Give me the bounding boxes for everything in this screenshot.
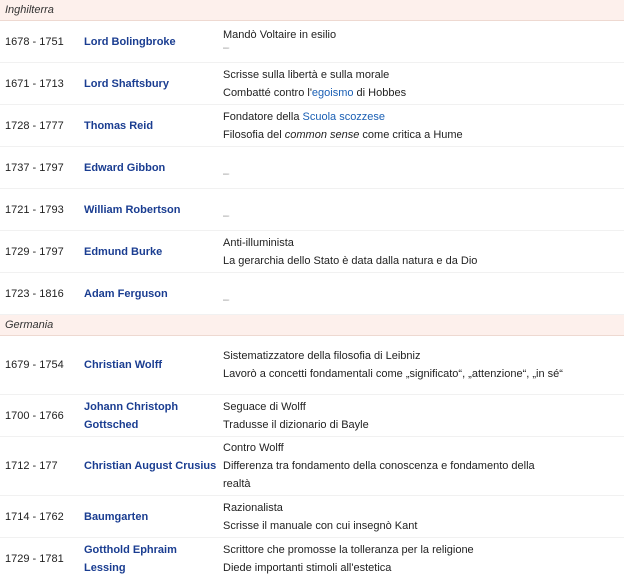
section-header-germania: Germania (0, 315, 624, 336)
description-cell (223, 398, 624, 434)
table-row (0, 147, 624, 189)
description-cell (223, 347, 624, 383)
text-fragment: come critica a Hume (359, 128, 463, 141)
philosopher-link[interactable]: Thomas Reid (84, 119, 154, 132)
dates-cell: 1700 - 1766 (5, 409, 64, 422)
description-line: Scrisse il manuale con cui insegnò Kant (223, 519, 418, 532)
description-line: Tradusse il dizionario di Bayle (223, 418, 369, 431)
description-cell (223, 499, 624, 535)
description-line: Scrisse sulla libertà e sulla morale (223, 68, 390, 81)
empty-line (223, 152, 564, 170)
dates-cell: 1729 - 1781 (5, 552, 64, 565)
philosopher-link[interactable]: Adam Ferguson (84, 287, 168, 300)
description-line: Scrittore che promosse la tolleranza per la religione (223, 543, 474, 556)
text-fragment: di Hobbes (353, 86, 407, 99)
text-fragment: Filosofia del (223, 128, 285, 141)
philosopher-link[interactable]: Christian Wolff (84, 359, 163, 371)
table-row (0, 395, 624, 437)
table-row (0, 189, 624, 231)
text-fragment: Combatté contro l' (223, 86, 312, 99)
description-cell (223, 234, 624, 270)
table-row (0, 63, 624, 105)
dates-cell: 1714 - 1762 (5, 510, 64, 523)
philosopher-link[interactable]: Lord Shaftsbury (84, 77, 169, 90)
description-cell (223, 439, 624, 493)
philosopher-link[interactable]: Johann Christoph Gottsched (84, 400, 179, 431)
table-row (0, 496, 624, 538)
table-row (0, 273, 624, 315)
description-cell (223, 278, 624, 310)
philosopher-link[interactable]: Gotthold Ephraim Lessing (84, 543, 177, 574)
dates-cell: 1737 - 1797 (5, 161, 64, 174)
text-fragment: Fondatore della (223, 110, 303, 123)
description-line: Mandò Voltaire in esilio (223, 28, 337, 41)
description-line: Contro Wolff (223, 442, 284, 454)
description-line: Seguace di Wolff (223, 400, 306, 413)
dates-cell: 1729 - 1797 (5, 245, 64, 258)
description-line (223, 108, 564, 126)
description-line (223, 126, 564, 144)
emphasis-text: common sense (284, 128, 360, 141)
dates-cell: 1721 - 1793 (5, 203, 64, 216)
empty-line (223, 278, 564, 296)
dates-cell: 1671 - 1713 (5, 77, 64, 90)
dates-cell: 1712 - 177 (5, 460, 58, 472)
description-cell (223, 541, 624, 577)
table-row (0, 105, 624, 147)
description-line: """ (223, 215, 230, 222)
empty-line (223, 194, 564, 212)
description-cell (223, 26, 624, 58)
description-line: Anti-illuminista (223, 236, 294, 249)
egoismo-link[interactable]: egoismo (311, 86, 354, 99)
philosopher-link[interactable]: Edward Gibbon (84, 161, 166, 174)
description-line: Sistematizzatore della filosofia di Leibniz (223, 350, 421, 362)
table-row (0, 336, 624, 395)
description-line: Lavorò a concetti fondamentali come „significato“, „attenzione“, „in sé“ (223, 368, 563, 380)
table-row (0, 231, 624, 273)
dates-cell: 1679 - 1754 (5, 359, 64, 371)
table-row (0, 437, 624, 496)
philosopher-link[interactable]: Edmund Burke (84, 245, 163, 258)
description-cell (223, 108, 624, 144)
description-line: """ (223, 173, 230, 180)
scuola-scozzese-link[interactable]: Scuola scozzese (302, 110, 386, 123)
table-row (0, 538, 624, 579)
dates-cell: 1678 - 1751 (5, 35, 64, 48)
description-cell (223, 194, 624, 226)
description-cell (223, 66, 624, 102)
section-header-inghilterra: Inghilterra (0, 0, 624, 21)
philosopher-link[interactable]: Baumgarten (84, 510, 149, 523)
description-line: Diede importanti stimoli all'estetica (223, 561, 392, 574)
dates-cell: 1723 - 1816 (5, 287, 64, 300)
description-line: La gerarchia dello Stato è data dalla natura e da Dio (223, 254, 478, 267)
description-line: """ (223, 47, 230, 54)
table-row (0, 21, 624, 63)
description-line: Differenza tra fondamento della conoscenza e fondamento della realtà (223, 460, 535, 490)
philosopher-link[interactable]: Christian August Crusius (84, 460, 217, 472)
description-line (223, 84, 564, 102)
description-cell (223, 152, 624, 184)
philosopher-link[interactable]: William Robertson (84, 203, 181, 216)
philosopher-link[interactable]: Lord Bolingbroke (84, 35, 176, 48)
dates-cell: 1728 - 1777 (5, 119, 64, 132)
description-line: """ (223, 299, 230, 306)
description-line: Razionalista (223, 501, 283, 514)
